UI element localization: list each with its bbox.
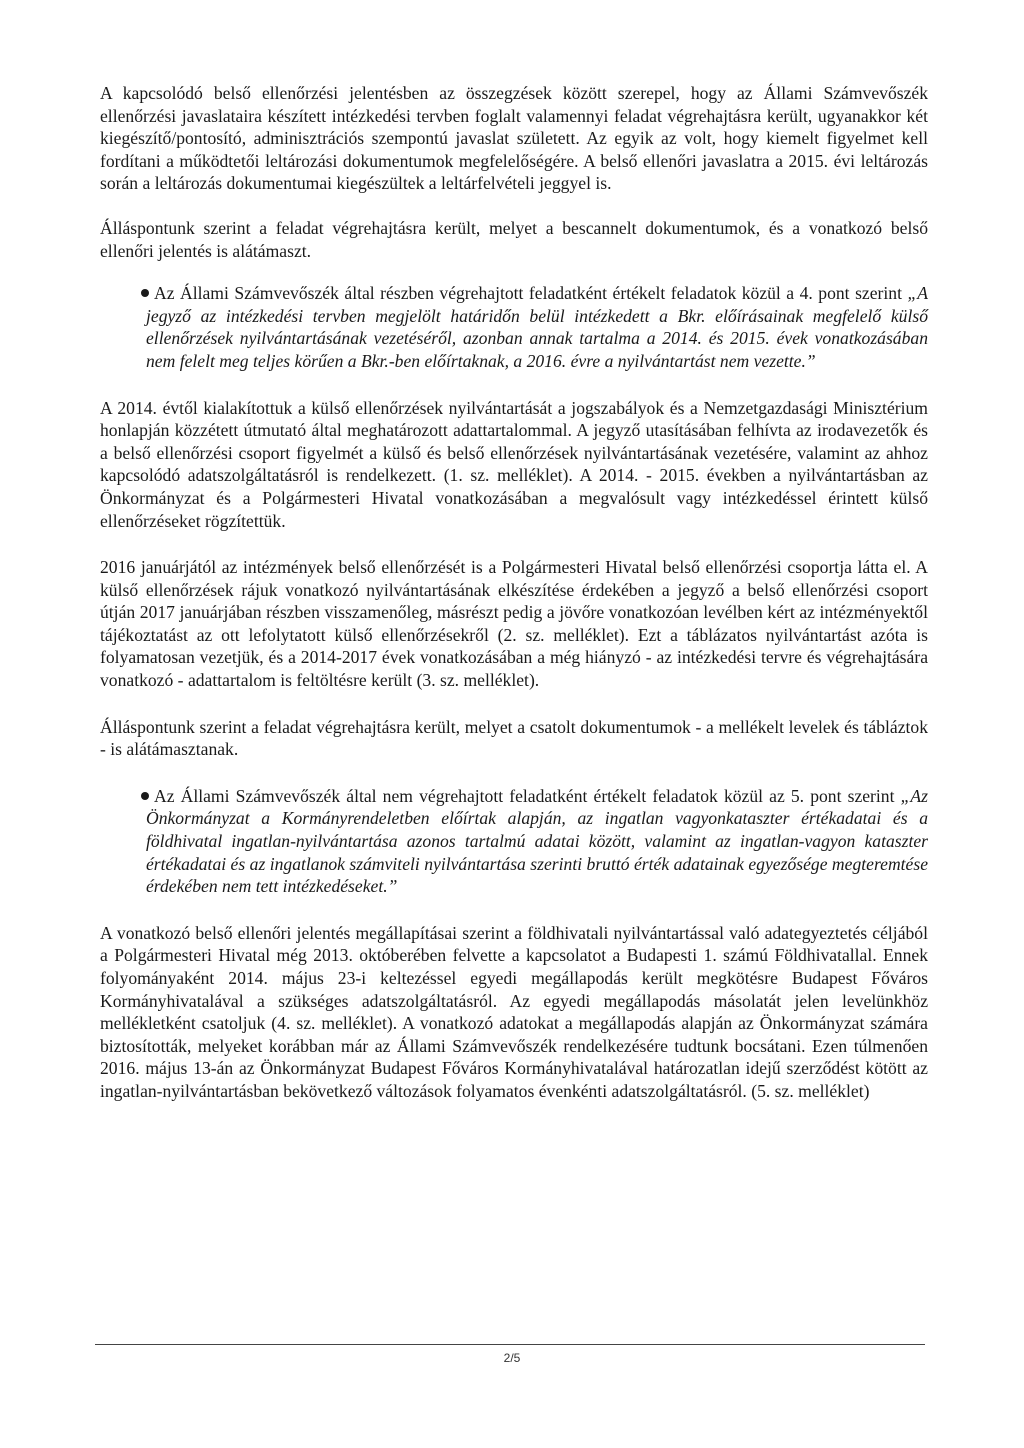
bullet-quote-text: „A jegyző az intézkedési tervben megjelölt határidőn belül intézkedett a Bkr. előírásainak megfelelő külső ellenőrzések nyilvántartásának vezetéséről, azonban annak tartalma a 2014. és 2015. évek vonatkozásában nem felelt meg teljes körűen a Bkr.-ben előírtaknak, a 2016. évre a nyilvántartást nem vezette.” [146, 283, 928, 371]
bullet-intro-text: Az Állami Számvevőszék által részben végrehajtott feladatként értékelt feladatok közül a 4. pont szerint [154, 283, 908, 304]
bullet-item-partial-task [100, 282, 928, 372]
page-number: 2/5 [503, 1351, 521, 1365]
bullet-dot-icon [141, 792, 149, 800]
paragraph-position-2: Álláspontunk szerint a feladat végrehajtásra került, melyet a csatolt dokumentumok - a mellékelt levelek és tábláztok - is alátámasztanak. [100, 716, 928, 760]
footer-divider [95, 1344, 925, 1345]
bullet-item-unfulfilled-task [100, 785, 928, 898]
bullet-dot-icon [141, 289, 149, 297]
bullet-quote-text: „Az Önkormányzat a Kormányrendeletben előírtak alapján, az ingatlan vagyonkataszter értékadatai és a földhivatal ingatlan-nyilvántartása azonos tartalmú adatai között, valamint az ingatlan-vagyon kataszter értékadatai és az ingatlanok számviteli nyilvántartása szerinti bruttó érték adatainak egyezősége megteremtése érdekében nem tett intézkedéseket.” [146, 785, 928, 897]
paragraph-2016-institutions: 2016 januárjától az intézmények belső ellenőrzését is a Polgármesteri Hivatal belső ellenőrzési csoportja látta el. A külső ellenőrzések rájuk vonatkozó nyilvántartásának elkészítése érdekében a jegyző a belső ellenőrzési csoport útján 2017 januárjában részben visszamenőleg, másrészt pedig a jövőre vonatkozóan levélben kért az intézményektől tájékoztatást az ott lefolytatott külső ellenőrzésekről (2. sz. melléklet). Ezt a táblázatos nyilvántartást azóta is folyamatosan vezetjük, és a 2014-2017 évek vonatkozásában a még hiányzó - az intézkedési tervre és végrehajtására vonatkozó - adattartalom is feltöltésre került (3. sz. melléklet). [100, 557, 928, 691]
document-body [100, 82, 928, 1103]
paragraph-internal-audit-summary: A kapcsolódó belső ellenőrzési jelentésben az összegzések között szerepel, hogy az Állami Számvevőszék ellenőrzési javaslataira készített intézkedési tervben foglalt valamennyi feladat végrehajtásra került, ugyanakkor két kiegészítő/pontosító, adminisztrációs szempontú javaslat született. Az egyik az volt, hogy kiemelt figyelmet kell fordítani a működtetői leltározási dokumentumok megfelelőségére. A belső ellenőri javaslatra a 2015. évi leltározás során a leltározás dokumentumai kiegészültek a leltárfelvételi jeggyel is. [100, 83, 928, 194]
paragraph-external-audit-register: A 2014. évtől kialakítottuk a külső ellenőrzések nyilvántartását a jogszabályok és a Nemzetgazdasági Minisztérium honlapján közzétett útmutató által meghatározott adattartalommal. A jegyző utasításában felhívta az irodavezetők és a belső ellenőrzési csoport figyelmét a külső és belső ellenőrzések nyilvántartásának vezetésére, valamint az ahhoz kapcsolódó adatszolgáltatásról is rendelkezett. (1. sz. melléklet). A 2014. - 2015. években a nyilvántartásban az Önkormányzat és a Polgármesteri Hivatal vonatkozásában a megvalósult vagy intézkedéssel érintett külső ellenőrzéseket rögzítettük. [100, 397, 928, 531]
paragraph-land-registry: A vonatkozó belső ellenőri jelentés megállapításai szerint a földhivatali nyilvántartással való adategyeztetés céljából a Polgármesteri Hivatal még 2013. októberében felvette a kapcsolatot a Budapesti 1. számú Földhivatallal. Ennek folyományaként 2014. május 23-i keltezéssel egyedi megállapodás került megkötésre Budapest Főváros Kormányhivatalával a szükséges adatszolgáltatásról. Az egyedi megállapodás másolatát jelen levelünkhöz mellékletként csatoljuk (4. sz. melléklet). A vonatkozó adatokat a megállapodás alapján az Önkormányzat számára biztosították, melyeket korábban már az Állami Számvevőszék rendelkezésére tudtunk bocsátani. Ezen túlmenően 2016. május 13-án az Önkormányzat Budapest Főváros Kormányhivatalával határozatlan idejű szerződést kötött az ingatlan-nyilvántartásban bekövetkező változások folyamatos évenkénti adatszolgáltatásról. (5. sz. melléklet) [100, 922, 928, 1101]
paragraph-position-1: Álláspontunk szerint a feladat végrehajtásra került, melyet a bescannelt dokumentumok, és a vonatkozó belső ellenőri jelentés is alátámaszt. [100, 217, 928, 261]
bullet-intro-text: Az Állami Számvevőszék által nem végrehajtott feladatként értékelt feladatok közül az 5. pont szerint [154, 785, 901, 806]
